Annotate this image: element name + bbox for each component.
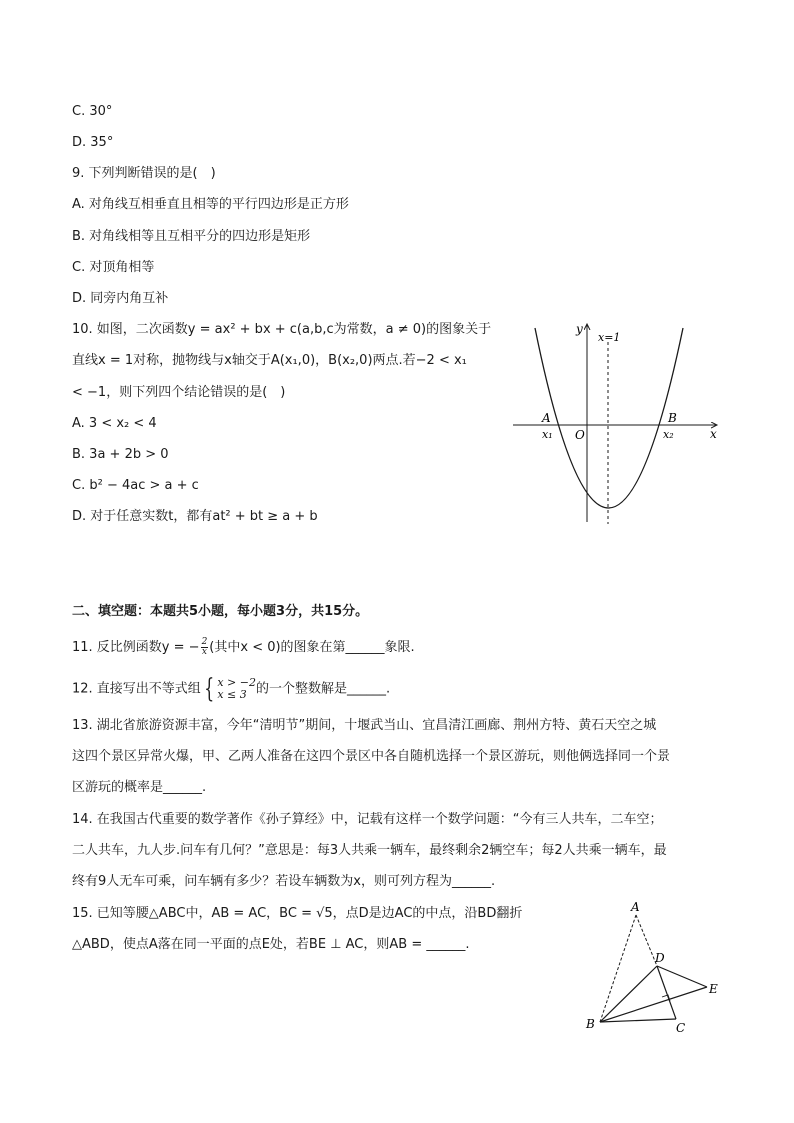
label-b: B <box>586 1017 595 1031</box>
q15-triangle-figure <box>578 898 738 1040</box>
label-c: C <box>676 1021 686 1035</box>
q12-pre: 12. 直接写出不等式组 <box>72 681 201 697</box>
q15-line1: 15. 已知等腰△ABC中，AB = AC，BC = √5，点D是边AC的中点，沿BD翻折 <box>72 906 523 921</box>
q10-option-d: D. 对于任意实数t，都有at² + bt ≥ a + b <box>72 509 318 524</box>
q10-option-b: B. 3a + 2b > 0 <box>72 447 169 462</box>
segment-bd <box>600 966 657 1022</box>
q9-option-c: C. 对顶角相等 <box>72 260 155 275</box>
q9-stem: 9. 下列判断错误的是( ) <box>72 166 216 181</box>
q12-inequality-system: { x > −2 x ≤ 3 <box>204 674 256 704</box>
q8-option-d: D. 35° <box>72 135 114 150</box>
segment-dc <box>657 966 676 1019</box>
q13-line3: 区游玩的概率是______. <box>72 780 207 795</box>
q10-option-c: C. b² − 4ac > a + c <box>72 478 199 493</box>
q10-stem-line3: < −1，则下列四个结论错误的是( ) <box>72 385 286 400</box>
point-a-label: A <box>542 411 551 425</box>
q11-line <box>72 638 415 657</box>
segment-bc <box>600 1019 676 1022</box>
q14-line3: 终有9人无车可乘，问车辆有多少？若设车辆数为x，则可列方程为______. <box>72 874 496 889</box>
q9-option-b: B. 对角线相等且互相平分的四边形是矩形 <box>72 229 311 244</box>
segment-de <box>657 966 707 987</box>
x1-label: x₁ <box>542 428 553 441</box>
symmetry-line-label: x=1 <box>598 331 621 344</box>
q13-line2: 这四个景区异常火爆，甲、乙两人准备在这四个景区中各自随机选择一个景区游玩，则他俩选择同一个景 <box>72 749 671 764</box>
q10-parabola-graph <box>505 318 730 528</box>
section2-heading: 二、填空题：本题共5小题，每小题3分，共15分。 <box>72 604 369 619</box>
q14-line2: 二人共车，九人步.问车有几何？”意思是：每3人共乘一辆车，最终剩余2辆空车；每2人共乘一辆车，最 <box>72 843 667 858</box>
q12-row2: x ≤ 3 <box>217 688 247 701</box>
label-d: D <box>655 951 665 965</box>
q9-option-d: D. 同旁内角互补 <box>72 291 169 306</box>
x-axis-label: x <box>710 427 717 441</box>
q9-option-a: A. 对角线互相垂直且相等的平行四边形是正方形 <box>72 197 349 212</box>
q12-row1: x > −2 <box>217 676 256 689</box>
q10-stem-line2: 直线x = 1对称，抛物线与x轴交于A(x₁,0)，B(x₂,0)两点.若−2 < x₁ <box>72 353 467 368</box>
x2-label: x₂ <box>663 428 674 441</box>
origin-label: O <box>575 428 585 442</box>
segment-ab <box>600 915 636 1022</box>
q11-frac-den: x <box>201 647 207 657</box>
q10-option-a: A. 3 < x₂ < 4 <box>72 416 157 431</box>
q14-line1: 14. 在我国古代重要的数学著作《孙子算经》中，记载有这样一个数学问题：“今有三人共车，二车空； <box>72 812 663 827</box>
label-e: E <box>709 982 718 996</box>
q11-pre: 11. 反比例函数y = − <box>72 640 200 655</box>
point-b-label: B <box>668 411 677 425</box>
segment-ad <box>636 915 657 966</box>
y-axis-label: y <box>576 322 583 336</box>
q12-post: 的一个整数解是______. <box>256 681 391 697</box>
q8-option-c: C. 30° <box>72 104 113 119</box>
q11-post: (其中x < 0)的图象在第______象限. <box>209 640 415 655</box>
q11-fraction <box>201 638 209 657</box>
segment-be <box>600 987 707 1022</box>
parabola-curve <box>535 328 683 508</box>
label-a: A <box>631 900 640 914</box>
q13-line1: 13. 湖北省旅游资源丰富，今年“清明节”期间，十堰武当山、宜昌清江画廊、荆州方特、黄石天空之城 <box>72 718 657 733</box>
q11-frac-num: 2 <box>201 637 208 647</box>
q15-line2: △ABD，使点A落在同一平面的点E处，若BE ⊥ AC，则AB = ______. <box>72 937 470 952</box>
q12-line <box>72 676 390 702</box>
q10-stem-line1: 10. 如图，二次函数y = ax² + bx + c(a,b,c为常数，a ≠ 0)的图象关于 <box>72 322 492 337</box>
